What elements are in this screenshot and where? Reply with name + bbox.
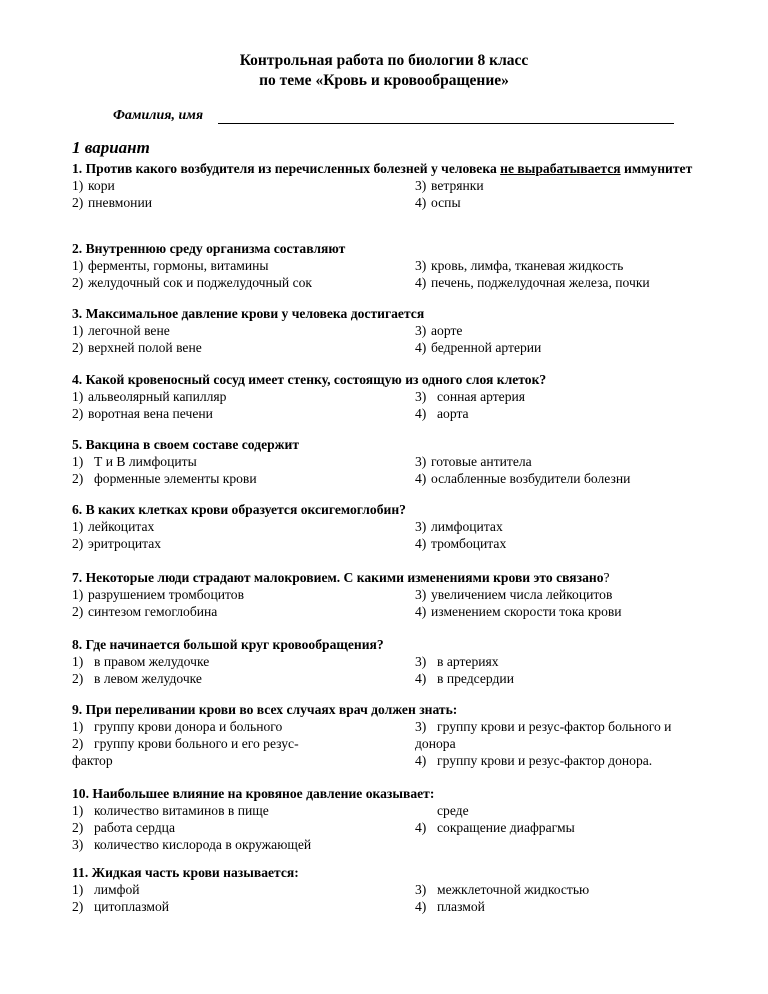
- answer-2: 2) желудочный сок и поджелудочный сок: [72, 275, 313, 290]
- question-5: [72, 436, 712, 487]
- surname-field-line: [218, 123, 674, 124]
- question-title: 11. Жидкая часть крови называется:: [72, 865, 299, 880]
- question-title: 6. В каких клетках крови образуется оксигемоглобин?: [72, 502, 406, 517]
- answer-1: 1) ферменты, гормоны, витамины: [72, 258, 269, 273]
- answer-4: 4) в предсердии: [415, 671, 514, 686]
- question-title: 9. При переливании крови во всех случаях врач должен знать:: [72, 702, 458, 717]
- answer-1: 1) кори: [72, 178, 115, 193]
- answer-4: 4) ослабленные возбудители болезни: [415, 471, 631, 486]
- answer-2: 2) цитоплазмой: [72, 899, 170, 914]
- question-7: [72, 569, 712, 620]
- answer-3-continued: донора: [415, 736, 456, 751]
- answer-2: 2) группу крови больного и его резус-: [72, 736, 299, 751]
- answer-3: 3) кровь, лимфа, тканевая жидкость: [415, 258, 624, 273]
- answer-1: 1) в правом желудочке: [72, 654, 210, 669]
- answer-3: 3) готовые антитела: [415, 454, 532, 469]
- question-title: 10. Наибольшее влияние на кровяное давление оказывает:: [72, 786, 435, 801]
- question-title: 7. Некоторые люди страдают малокровием. С какими изменениями крови это связано?: [72, 570, 610, 585]
- page-title: Контрольная работа по биологии 8 класс: [239, 52, 529, 69]
- answer-4: 4) плазмой: [415, 899, 485, 914]
- answer-1: 1) лимфой: [72, 882, 140, 897]
- question-11: [72, 864, 712, 915]
- question-2: [72, 240, 712, 291]
- answer-4: 4) аорта: [415, 406, 469, 421]
- question-6: [72, 501, 712, 552]
- answer-4: 4) группу крови и резус-фактор донора.: [415, 753, 653, 768]
- answer-3: 3) сонная артерия: [415, 389, 526, 404]
- answer-2: 2) в левом желудочке: [72, 671, 202, 686]
- answer-4: 4) печень, поджелудочная железа, почки: [415, 275, 650, 290]
- question-4: [72, 371, 712, 422]
- answer-2-continued: фактор: [72, 753, 113, 768]
- question-title: 4. Какой кровеносный сосуд имеет стенку, состоящую из одного слоя клеток?: [72, 372, 547, 387]
- question-title: 5. Вакцина в своем составе содержит: [72, 437, 300, 452]
- answer-3: 3) аорте: [415, 323, 463, 338]
- answer-1: 1) легочной вене: [72, 323, 170, 338]
- answer-4: 4) бедренной артерии: [415, 340, 542, 355]
- answer-4: 4) сокращение диафрагмы: [415, 820, 575, 835]
- answer-3: 3) группу крови и резус-фактор больного и: [415, 719, 672, 734]
- answer-3: 3) ветрянки: [415, 178, 484, 193]
- answer-3: 3) количество кислорода в окружающей: [72, 837, 312, 852]
- answer-3: 3) межклеточной жидкостью: [415, 882, 590, 897]
- answer-2: 2) верхней полой вене: [72, 340, 202, 355]
- answer-4: 4) оспы: [415, 195, 461, 210]
- answer-1: 1) альвеолярный капилляр: [72, 389, 227, 404]
- variant-heading: 1 вариант: [72, 138, 150, 157]
- answer-1: 1) количество витаминов в пище: [72, 803, 269, 818]
- answer-1: 1) лейкоцитах: [72, 519, 155, 534]
- answer-2: 2) воротная вена печени: [72, 406, 213, 421]
- answer-2: 2) синтезом гемоглобина: [72, 604, 218, 619]
- answer-4: 4) изменением скорости тока крови: [415, 604, 622, 619]
- answer-3: 3) в артериях: [415, 654, 499, 669]
- question-3: [72, 305, 712, 356]
- answer-3-continued: среде: [437, 803, 469, 818]
- surname-label: Фамилия, имя: [113, 108, 204, 123]
- answer-1: 1) группу крови донора и больного: [72, 719, 283, 734]
- question-9: [72, 701, 712, 769]
- question-title: 3. Максимальное давление крови у человека достигается: [72, 306, 425, 321]
- answer-2: 2) работа сердца: [72, 820, 175, 835]
- page-subtitle: по теме «Кровь и кровообращение»: [259, 72, 509, 89]
- question-title: 1. Против какого возбудителя из перечисленных болезней у человека не вырабатывается иммунитет: [72, 161, 693, 176]
- question-8: [72, 636, 712, 687]
- answer-4: 4) тромбоцитах: [415, 536, 507, 551]
- answer-2: 2) пневмонии: [72, 195, 152, 210]
- answer-1: 1) разрушением тромбоцитов: [72, 587, 244, 602]
- answer-3: 3) лимфоцитах: [415, 519, 503, 534]
- answer-2: 2) форменные элементы крови: [72, 471, 257, 486]
- question-title: 2. Внутреннюю среду организма составляют: [72, 241, 346, 256]
- question-title: 8. Где начинается большой круг кровообращения?: [72, 637, 384, 652]
- question-10: [72, 785, 712, 853]
- answer-2: 2) эритроцитах: [72, 536, 162, 551]
- emphasis-underlined: не вырабатывается: [500, 161, 621, 176]
- answer-1: 1) Т и В лимфоциты: [72, 454, 197, 469]
- answer-3: 3) увеличением числа лейкоцитов: [415, 587, 613, 602]
- question-1: [72, 160, 712, 211]
